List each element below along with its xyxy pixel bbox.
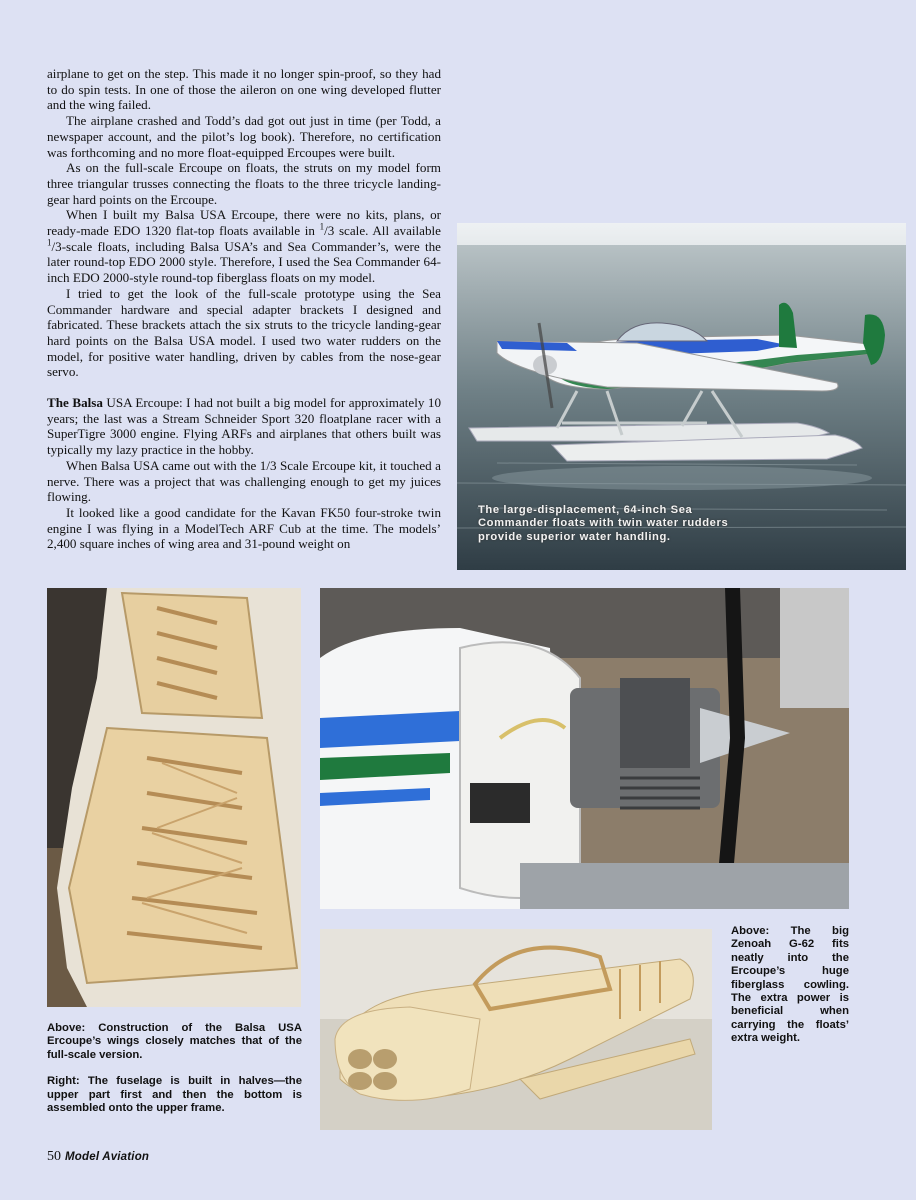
page-number: 50	[47, 1149, 61, 1164]
article-paragraph: As on the full-scale Ercoupe on floats, the struts on my model form three triangular trusses connecting the floats to the three tricycle landing-gear hard points on the Ercoupe.	[47, 160, 441, 207]
wing-fuselage-captions	[47, 1022, 302, 1115]
section-lead: The Balsa	[47, 395, 103, 411]
fraction-numerator: 1	[319, 221, 325, 232]
article-paragraph	[47, 207, 441, 286]
section-paragraph	[47, 395, 441, 458]
engine-caption	[731, 925, 849, 1046]
fuselage-caption-text: Right: The fuselage is built in halves—the upper part first and then the bottom is assembled onto the upper frame.	[47, 1075, 302, 1115]
article-text: When I built my Balsa USA Ercoupe, there were no kits, plans, or ready-made EDO 1320 flat-top floats available in	[47, 207, 441, 239]
article-text: scale. All available	[334, 223, 441, 239]
magazine-name: Model Aviation	[65, 1151, 150, 1163]
fraction-numerator: 1	[47, 237, 52, 248]
fraction-denominator: /3	[51, 238, 62, 254]
engine-photo	[320, 588, 849, 909]
article-paragraph: When Balsa USA came out with the 1/3 Scale Ercoupe kit, it touched a nerve. There was a project that was challenging enough to get my juices flowing.	[47, 457, 441, 505]
article-body	[47, 66, 441, 552]
article-text: USA Ercoupe: I had not built a big model for approximately 10 years; the last was a Stream Schneider Sport 320 floatplane racer with a SuperTigre 3000 engine. Flying ARFs and airplanes that others built was typically my lazy practice in the hobby.	[47, 395, 441, 458]
page-footer	[47, 1149, 149, 1165]
wing-caption-text: Above: Construction of the Balsa USA Ercoupe’s wings closely matches that of the full-scale version.	[47, 1022, 302, 1061]
engine-caption-text: Above: The big Zenoah G-62 fits neatly into the Ercoupe’s huge fiberglass cowling. The extra power is beneficial when carrying the floats’ extra weight.	[731, 925, 849, 1045]
article-paragraph: It looked like a good candidate for the Kavan FK50 four-stroke twin engine I was flying in a ModelTech ARF Cub at the time. The models’ 2,400 square inches of wing area and 31-pound weight on	[47, 504, 441, 552]
article-paragraph: The airplane crashed and Todd’s dad got out just in time (per Todd, a newspaper account, and the pilot’s log book). Therefore, no certification was forthcoming and no more float-equipped Ercoupes were built.	[47, 113, 441, 160]
article-paragraph: airplane to get on the step. This made it no longer spin-proof, so they had to do spin tests. In one of those the aileron on one wing developed flutter and the wing failed.	[47, 66, 441, 113]
article-text: -scale floats, including Balsa USA’s and Sea Commander’s, were the later round-top EDO 2000 style. Therefore, I used the Sea Commander 64-inch EDO 2000-style round-top fiberglass floats on my model.	[47, 238, 441, 286]
fuselage-photo	[320, 929, 712, 1130]
floats-caption: The large-displacement, 64-inch Sea Commander floats with twin water rudders provide superior water handling.	[478, 504, 729, 543]
article-paragraph: I tried to get the look of the full-scale prototype using the Sea Commander hardware and special adapter brackets I designed and fabricated. These brackets attach the six struts to the tricycle landing-gear hard points on the Balsa USA model. I used two water rudders on the model, for positive water handling, driven by cables from the nose-gear servo.	[47, 285, 441, 380]
fraction-denominator: /3	[324, 223, 335, 239]
wing-construction-photo	[47, 588, 301, 1007]
